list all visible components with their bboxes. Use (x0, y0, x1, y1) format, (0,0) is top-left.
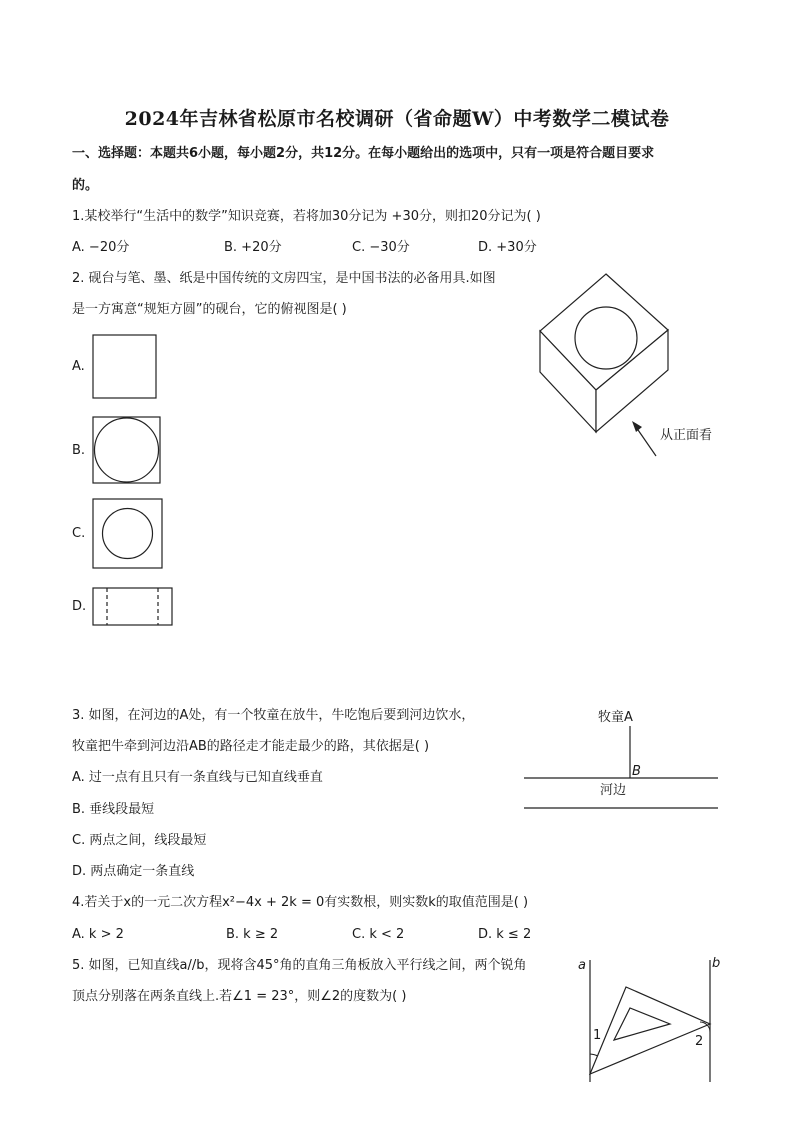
front-view-label: 从正面看 (660, 428, 713, 443)
angle-1-label: 1 (593, 1028, 602, 1043)
question-2-option-b-label: B. (72, 443, 86, 458)
line-b-label: b (712, 956, 721, 971)
question-2-option-a-label: A. (72, 359, 85, 374)
option-c-square-small-circle-figure (92, 498, 164, 570)
question-1-option-d: D. +30分 (478, 240, 537, 255)
question-1-option-a: A. −20分 (72, 240, 130, 255)
question-4-option-b: B. k ≥ 2 (226, 927, 279, 942)
question-1-stem: 1.某校举行“生活中的数学”知识竞赛，若将加30分记为 +30分，则扣20分记为( ) (72, 209, 541, 224)
parallel-lines-triangle-figure (578, 956, 728, 1084)
question-1-option-c: C. −30分 (352, 240, 410, 255)
question-2-option-c-label: C. (72, 526, 86, 541)
question-3-option-b: B. 垂线段最短 (72, 802, 155, 817)
question-4-option-a: A. k > 2 (72, 927, 124, 942)
question-4-stem: 4.若关于x的一元二次方程x²−4x + 2k = 0有实数根，则实数k的取值范围是( ) (72, 895, 529, 910)
option-b-square-circle-figure (92, 416, 162, 484)
question-3-option-a: A. 过一点有且只有一条直线与已知直线垂直 (72, 770, 323, 785)
herd-boy-point-a-label: 牧童A (598, 710, 633, 725)
question-4-option-d: D. k ≤ 2 (478, 927, 532, 942)
question-3-option-c: C. 两点之间，线段最短 (72, 833, 207, 848)
section-instructions-line2: 的。 (72, 178, 99, 193)
question-4-option-c: C. k < 2 (352, 927, 405, 942)
point-b-label: B (632, 764, 641, 779)
option-d-rectangle-dashed-figure (92, 587, 174, 627)
question-2-option-d-label: D. (72, 599, 87, 614)
question-3-stem-line2: 牧童把牛牵到河边沿AB的路径走才能走最少的路，其依据是( ) (72, 739, 430, 754)
question-3-stem-line1: 3. 如图，在河边的A处，有一个牧童在放牛，牛吃饱后要到河边饮水， (72, 708, 475, 723)
angle-2-label: 2 (695, 1034, 704, 1049)
question-2-stem-line1: 2. 砚台与笔、墨、纸是中国传统的文房四宝，是中国书法的必备用具.如图 (72, 271, 496, 286)
line-a-label: a (578, 958, 586, 973)
question-2-stem-line2: 是一方寓意“规矩方圆”的砚台，它的俯视图是( ) (72, 302, 347, 317)
question-1-option-b: B. +20分 (224, 240, 282, 255)
question-5-stem-line1: 5. 如图，已知直线a//b，现将含45°角的直角三角板放入平行线之间，两个锐角 (72, 958, 527, 973)
page-title: 2024年吉林省松原市名校调研（省命题W）中考数学二模试卷 (124, 108, 670, 130)
section-instructions-line1: 一、选择题：本题共6小题，每小题2分，共12分。在每小题给出的选项中，只有一项是符合题目要求 (72, 146, 655, 161)
option-a-square-figure (92, 334, 158, 400)
river-label: 河边 (600, 783, 627, 798)
question-3-option-d: D. 两点确定一条直线 (72, 864, 195, 879)
question-5-stem-line2: 顶点分别落在两条直线上.若∠1 = 23°，则∠2的度数为( ) (72, 989, 407, 1004)
